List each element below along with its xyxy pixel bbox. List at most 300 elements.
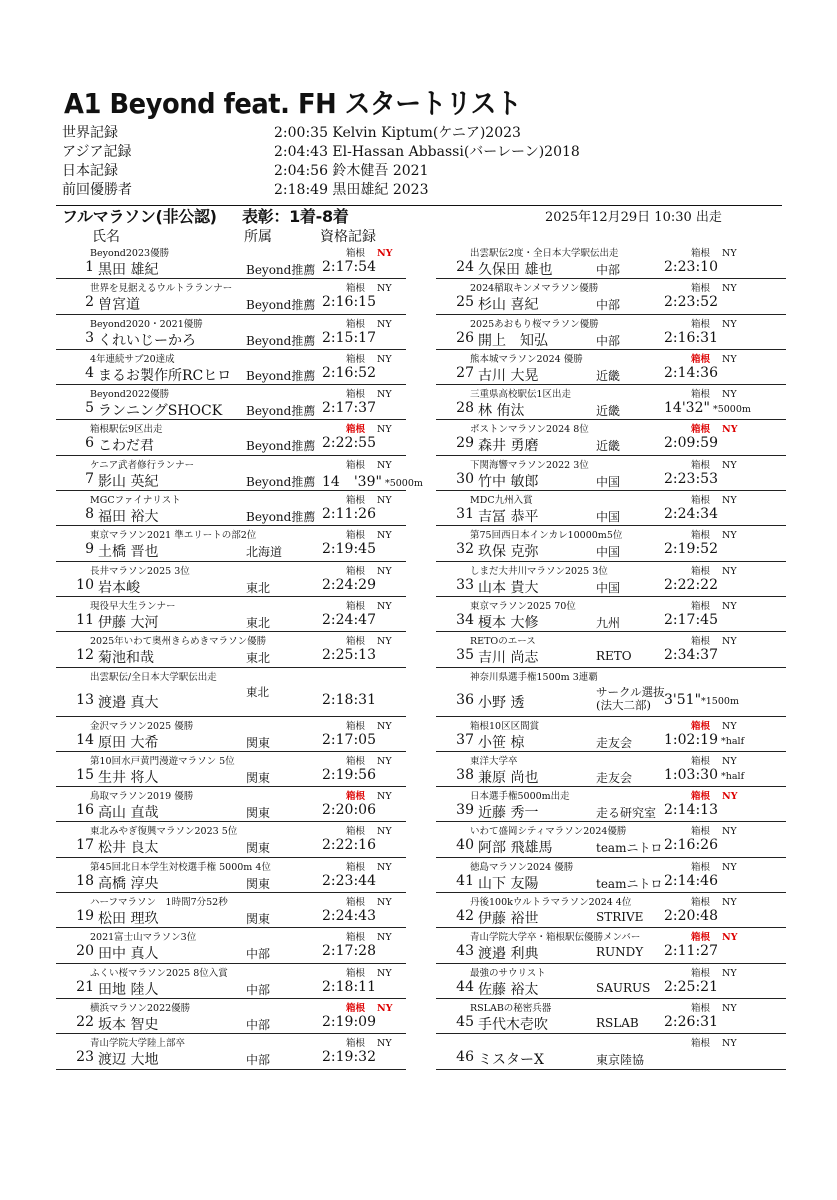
bib-number: 37 [456,731,474,748]
record-row [62,181,782,200]
runner-description: RSLABの秘密兵器 [470,1002,552,1014]
runner-name: 榎本 大修 [478,614,539,631]
runner-affiliation: Beyond推薦 [246,368,316,383]
qualifying-time [664,767,744,783]
runner-affiliation: Beyond推薦 [246,404,316,419]
qualifying-time [664,979,718,995]
bib-number: 36 [456,691,474,708]
qualifying-time-value: 2:16:15 [322,294,376,311]
hakone-tag: 箱根 [691,600,711,612]
bib-number: 44 [456,978,474,995]
runner-affiliation: 走友会 [596,770,633,785]
ny-tag: NY [722,755,737,767]
runner-affiliation: 関東 [246,806,271,821]
runner-affiliation: 近畿 [596,368,621,383]
runner-description: 出雲駅伝/全日本大学駅伝出走 [90,671,217,683]
runner-entry [56,858,406,893]
bib-number: 5 [85,400,94,417]
entry-tags [691,280,737,294]
race-awards: 表彰：1着-8着 [241,207,349,226]
bib-number: 25 [456,294,474,311]
entry-tags [691,316,737,330]
qualifying-time [664,732,744,748]
hakone-tag: 箱根 [691,636,711,648]
hakone-tag: 箱根 [691,530,711,542]
record-value: 2:00:35 Kelvin Kiptum(ケニア)2023 [274,125,521,141]
record-label: アジア記録 [62,144,132,160]
runner-name: 土橋 晋也 [98,544,159,561]
qualifying-time-value: 2:19:09 [322,1013,376,1030]
hakone-tag: 箱根 [691,967,711,979]
entry-tags [691,351,737,365]
qualifying-time [664,647,718,663]
runner-affiliation: 関東 [246,841,271,856]
qualifying-time-value: 2:18:11 [322,978,376,995]
runner-affiliation: 北海道 [246,545,283,560]
qualifying-time [664,400,751,416]
runner-name: 福田 裕大 [98,509,159,526]
bib-number: 19 [76,908,94,925]
runner-affiliation: RSLAB [596,1015,639,1030]
runner-description: 最強のサウリスト [470,967,546,979]
bib-number: 17 [76,837,94,854]
hakone-tag: 箱根 [691,389,711,401]
hakone-tag: 箱根 [691,755,711,767]
qualifying-time [322,506,376,522]
ny-tag: NY [377,932,392,944]
qualifying-time-value: 2:19:52 [664,541,718,558]
qualifying-time-value: 2:22:16 [322,837,376,854]
hakone-tag: 箱根 [346,1038,366,1050]
ny-tag: NY [722,1038,737,1050]
bib-number: 38 [456,766,474,783]
runner-entry [436,385,786,420]
ny-tag: NY [722,459,737,471]
runner-entry [436,822,786,857]
ny-tag: NY [722,720,737,732]
runner-affiliation: 走友会 [596,735,633,750]
entry-tags [346,1000,392,1014]
ny-tag: NY [377,791,392,803]
qualifying-time [322,943,376,959]
entry-tags [346,386,392,400]
race-name: フルマラソン(非公認) [62,207,217,226]
qualifying-time-value: 2:16:31 [664,329,718,346]
bib-number: 21 [76,978,94,995]
runner-description: 出雲駅伝2度・全日本大学駅伝出走 [470,248,619,259]
runner-description: 横浜マラソン2022優勝 [90,1002,191,1014]
runner-name: 坂本 智史 [98,1016,159,1033]
qualifying-time-value: 2:24:34 [664,506,718,523]
qualifying-time [322,330,376,346]
entry-tags [691,421,737,435]
runner-affiliation: 東北 [246,580,271,595]
ny-tag: NY [377,600,392,612]
hakone-tag: 箱根 [346,897,366,909]
ny-tag: NY [377,826,392,838]
qualifying-time-value: 2:22:55 [322,435,376,452]
runner-entry [436,999,786,1034]
runner-affiliation: teamニトロ [596,876,663,891]
bib-number: 15 [76,766,94,783]
ny-tag: NY [377,636,392,648]
runner-name: 吉川 尚志 [478,650,539,667]
runner-entry [56,964,406,999]
ny-tag: NY [377,530,392,542]
bib-number: 6 [85,435,94,452]
runner-entry [56,562,406,597]
runner-affiliation: SAURUS [596,980,651,995]
hakone-tag: 箱根 [346,459,366,471]
entry-tags [691,718,737,732]
qualifying-time-value: 14'32" [664,400,710,417]
ny-tag: NY [722,826,737,838]
entry-tags [346,718,392,732]
ny-tag: NY [377,495,392,507]
entry-tags [691,823,737,837]
runner-name: 影山 英紀 [98,473,159,490]
qualifying-time [322,541,376,557]
entry-tags [346,421,392,435]
runner-name: 生井 将人 [98,769,159,786]
hakone-tag: 箱根 [346,248,366,259]
runner-name: 林 侑汰 [478,403,525,420]
runner-name: 菊池和哉 [98,650,154,667]
hakone-tag: 箱根 [346,565,366,577]
runner-affiliation: teamニトロ [596,841,663,856]
runner-affiliation: 近畿 [596,404,621,419]
runner-entry [436,893,786,928]
runner-affiliation: 東北 [246,684,269,699]
race-heading [62,204,368,227]
ny-tag: NY [722,353,737,365]
runner-entry [436,858,786,893]
bib-number: 43 [456,943,474,960]
runner-affiliation: RUNDY [596,945,644,960]
records-block [62,124,782,200]
runner-name: 渡邉 真大 [98,694,159,711]
runner-entry [56,350,406,385]
ny-tag: NY [377,248,393,259]
bib-number: 12 [76,647,94,664]
entry-tags [346,351,392,365]
page-title: A1 Beyond feat. FH スタートリスト [64,87,522,120]
hakone-tag: 箱根 [691,495,711,507]
qualifying-time-suffix: *5000m [381,477,423,489]
runner-name: 近藤 秀一 [478,805,539,822]
hakone-tag: 箱根 [691,565,711,577]
runner-entry [56,526,406,561]
runner-name: 阿部 飛雄馬 [478,840,553,857]
qualifying-time-value: 2:23:52 [664,294,718,311]
runner-name: 久保田 雄也 [478,262,553,278]
hakone-tag: 箱根 [346,826,366,838]
runner-affiliation: 中部 [246,947,271,962]
ny-tag: NY [722,791,738,803]
qualifying-time [664,692,739,708]
runner-affiliation: 中部 [246,982,271,997]
qualifying-time-value: 2:26:31 [664,1013,718,1030]
runner-affiliation: 中国 [596,580,621,595]
bib-number: 28 [456,400,474,417]
qualifying-time-value: 2:18:31 [322,691,376,708]
hakone-tag: 箱根 [346,600,366,612]
qualifying-time-value: 2:17:28 [322,943,376,960]
runner-entry [56,315,406,350]
qualifying-time-value: 14 '39" [322,473,382,490]
entry-tags [691,633,737,647]
runner-affiliation: Beyond推薦 [246,263,316,277]
qualifying-time [664,330,718,346]
runner-name: 渡邉 利典 [478,946,539,963]
bib-number: 34 [456,611,474,628]
qualifying-time-value: 2:23:44 [322,872,376,889]
entry-tags [346,633,392,647]
hakone-tag: 箱根 [346,861,366,873]
ny-tag: NY [377,318,392,330]
bib-number: 32 [456,541,474,558]
runner-entry [56,491,406,526]
entry-tags [691,894,737,908]
bib-number: 23 [76,1049,94,1066]
hakone-tag: 箱根 [691,720,711,732]
runner-affiliation: 中国 [596,510,621,525]
qualifying-time-value: 2:24:47 [322,611,376,628]
right-runner-list [436,244,786,1070]
qualifying-time-value: 2:20:06 [322,802,376,819]
hakone-tag: 箱根 [346,636,366,648]
hakone-tag: 箱根 [691,897,711,909]
qualifying-time [322,908,376,924]
ny-tag: NY [377,353,392,365]
runner-name: 小笹 椋 [478,734,525,751]
hakone-tag: 箱根 [346,389,366,401]
record-value: 2:04:56 鈴木健吾 2021 [274,163,429,179]
hakone-tag: 箱根 [691,826,711,838]
entry-tags [346,598,392,612]
entry-tags [691,1035,737,1049]
bib-number: 42 [456,908,474,925]
runner-description: 東洋大学卒 [470,755,518,767]
ny-tag: NY [722,967,737,979]
qualifying-time [322,612,376,628]
runner-entry [436,717,786,752]
qualifying-time-suffix: *half [717,770,745,782]
runner-description: 箱根10区区間賞 [470,720,540,732]
runner-entry [436,562,786,597]
qualifying-time-value: 1:02:19 [664,731,718,748]
entry-tags [346,669,358,680]
runner-affiliation: 中部 [246,1053,271,1068]
qualifying-time-value: 2:17:37 [322,400,376,417]
runner-affiliation: Beyond推薦 [246,298,316,313]
record-row [62,124,782,143]
runner-entry [56,244,406,279]
runner-description: 第45回北日本学生対校選手権 5000m 4位 [90,861,271,873]
runner-name: 山下 友陽 [478,875,539,892]
hakone-tag: 箱根 [346,932,366,944]
qualifying-time-value: 2:19:45 [322,541,376,558]
ny-tag: NY [377,861,392,873]
qualifying-time-value: 2:34:37 [664,647,718,664]
runner-name: 伊藤 大河 [98,614,159,631]
runner-name: 手代木壱吹 [478,1016,548,1033]
runner-name: 山本 貴大 [478,579,539,596]
qualifying-time [664,873,718,889]
bib-number: 10 [76,576,94,593]
runner-description: 丹後100kウルトラマラソン2024 4位 [470,897,632,909]
runner-entry [56,632,406,667]
runner-name: 松井 良太 [98,840,159,857]
entry-tags [346,788,392,802]
qualifying-time-value: 2:22:22 [664,576,718,593]
runner-description: 三重県高校駅伝1区出走 [470,389,572,401]
runner-entry [56,420,406,455]
runner-entry [436,491,786,526]
runner-name: 渡辺 大地 [98,1052,159,1069]
entry-tags [346,457,392,471]
runner-description: 現役早大生ランナー [90,600,176,612]
runner-description: 2021富士山マラソン3位 [90,932,197,944]
runner-entry [56,752,406,787]
runner-entry [436,597,786,632]
runner-description: 金沢マラソン2025 優勝 [90,720,194,732]
hakone-tag: 箱根 [691,861,711,873]
runner-entry [436,632,786,667]
qualifying-time [322,873,376,889]
runner-description: 2025あおもり桜マラソン優勝 [470,318,599,330]
entry-tags [346,965,392,979]
ny-tag: NY [377,459,392,471]
qualifying-time [322,1049,376,1065]
hakone-tag: 箱根 [691,318,711,330]
qualifying-time-value: 2:23:10 [664,259,718,275]
runner-entry [56,893,406,928]
runner-description: 2025年いわて奥州きらめきマラソン優勝 [90,636,267,648]
runner-name: 古川 大晃 [478,367,539,384]
runner-name: 田中 真人 [98,946,159,963]
entry-tags [691,788,737,802]
entry-tags [691,753,737,767]
qualifying-time-value: 2:25:13 [322,647,376,664]
ny-tag: NY [722,530,737,542]
hakone-tag: 箱根 [691,283,711,295]
hakone-tag: 箱根 [691,1002,711,1014]
runner-description: ふくい桜マラソン2025 8位入賞 [90,967,228,979]
qualifying-time-value: 2:15:17 [322,329,376,346]
qualifying-time-value: 2:16:52 [322,364,376,381]
runner-name: 松田 理玖 [98,911,159,928]
runner-affiliation: 東京陸協 [596,1053,645,1068]
entry-tags [691,245,737,259]
runner-description: 徳島マラソン2024 優勝 [470,861,574,873]
qualifying-time [664,435,718,451]
runner-description: 青山学院大学陸上部卒 [90,1038,186,1050]
qualifying-time [664,294,718,310]
runner-entry [56,787,406,822]
qualifying-time-value: 2:16:26 [664,837,718,854]
qualifying-time [664,908,718,924]
runner-description: Beyond2022優勝 [90,389,170,401]
hakone-tag: 箱根 [346,720,366,732]
entry-tags [346,492,392,506]
runner-name: 玖保 克弥 [478,544,539,561]
qualifying-time [322,365,376,381]
runner-affiliation: Beyond推薦 [246,439,316,454]
runner-affiliation: STRIVE [596,910,644,925]
runner-entry [56,456,423,491]
entry-tags [346,527,392,541]
qualifying-time-suffix: *half [717,735,745,747]
hakone-tag: 箱根 [691,353,711,365]
entry-tags [346,859,392,873]
qualifying-time-value: 2:25:21 [664,978,718,995]
qualifying-time-value: 2:11:27 [664,943,718,960]
bib-number: 20 [76,943,94,960]
hakone-tag: 箱根 [346,755,366,767]
entry-tags [346,823,392,837]
bib-number: 8 [85,506,94,523]
bib-number: 33 [456,576,474,593]
hakone-tag: 箱根 [346,530,366,542]
runner-entry [56,668,406,717]
runner-entry [56,717,406,752]
runner-name: まるお製作所RCヒロ [98,367,232,384]
qualifying-time [322,577,376,593]
runner-entry [436,928,786,963]
runner-name: 兼原 尚也 [478,769,539,786]
bib-number: 9 [85,541,94,558]
hakone-tag: 箱根 [691,791,711,803]
runner-description: ケニア武者修行ランナー [90,459,195,471]
bib-number: 13 [76,691,94,708]
qualifying-time [322,435,376,451]
entry-tags [346,894,392,908]
runner-entry [436,752,786,787]
bib-number: 26 [456,329,474,346]
qualifying-time [322,732,376,748]
qualifying-time-value: 2:17:05 [322,731,376,748]
runner-description: MGCファイナリスト [90,495,181,507]
qualifying-time-value: 2:19:32 [322,1049,376,1066]
column-header-qualifying: 資格記録 [320,229,376,245]
ny-tag: NY [377,755,392,767]
runner-entry [56,385,406,420]
bib-number: 46 [456,1049,474,1066]
runner-entry [436,526,786,561]
runner-entry [436,244,786,279]
runner-description: いわて盛岡シティマラソン2024優勝 [470,826,627,838]
ny-tag: NY [722,600,737,612]
qualifying-time [322,802,376,818]
runner-entry [436,420,786,455]
qualifying-time-value: 2:09:59 [664,435,718,452]
ny-tag: NY [377,283,392,295]
runner-entry [436,1034,786,1069]
runner-entry [436,964,786,999]
runner-entry [436,668,786,717]
runner-description: 神奈川県選手権1500m 3連覇 [470,671,598,683]
runner-entry [436,279,786,314]
hakone-tag: 箱根 [346,424,366,436]
record-label: 世界記録 [62,125,118,141]
column-header-name: 氏名 [92,229,120,245]
ny-tag: NY [377,389,392,401]
ny-tag: NY [722,318,737,330]
qualifying-time-value: 2:11:26 [322,506,376,523]
qualifying-time-value: 1:03:30 [664,766,718,783]
runner-entry [56,597,406,632]
